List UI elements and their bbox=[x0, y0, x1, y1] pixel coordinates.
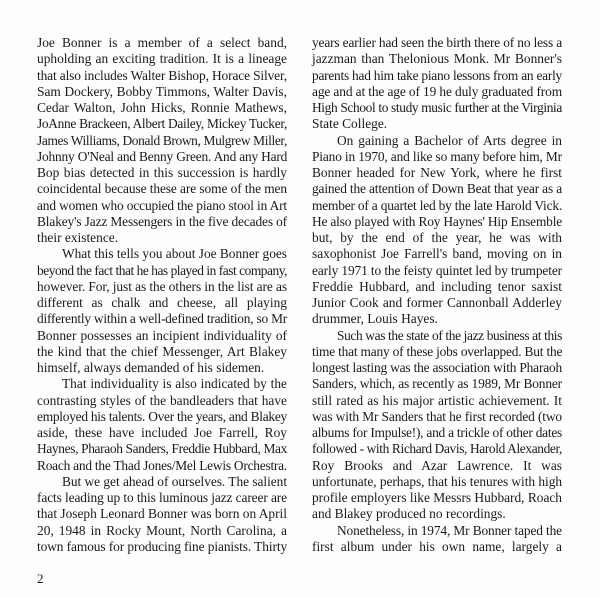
text-line: aside, these have included Joe Farrell, Roy bbox=[37, 425, 287, 440]
text-line: High School to study music further at the Virginia bbox=[312, 100, 562, 115]
text-line: drummer, Louis Hayes. bbox=[312, 311, 438, 327]
text-line: 20, 1948 in Rocky Mount, North Carolina, a bbox=[37, 522, 287, 538]
text-line: But we get ahead of ourselves. The salient bbox=[62, 473, 288, 489]
text-line: Johnny O'Neal and Benny Green. And any Hard bbox=[37, 148, 288, 164]
text-line: Roach and the Thad Jones/Mel Lewis Orchestra. bbox=[37, 457, 287, 473]
text-line: differently within a well-defined tradition, so Mr bbox=[37, 311, 287, 327]
text-line: and women who occupied the piano stool in Art bbox=[37, 197, 287, 213]
text-line: James Williams, Donald Brown, Mulgrew Miller, bbox=[37, 132, 287, 148]
text-line: that also includes Walter Bishop, Horace Silver, bbox=[37, 67, 287, 83]
text-line: Sanders, which, as recently as 1989, Mr Bonner bbox=[312, 376, 562, 392]
text-line: Junior Cook and former Cannonball Adderley bbox=[312, 295, 562, 310]
text-line: Joe Bonner is a member of a select band, bbox=[37, 35, 287, 50]
text-line: years earlier had seen the birth there of no less a bbox=[312, 35, 563, 50]
text-line: first album under his own name, largely a bbox=[312, 538, 562, 554]
text-line: Bonner possesses an incipient individuality of bbox=[37, 327, 287, 343]
text-line: contrasting styles of the bandleaders that have bbox=[37, 392, 287, 408]
text-line: unfortunate, perhaps, that his tenures with high bbox=[312, 473, 562, 489]
text-line: age and at the age of 19 he duly graduated from bbox=[312, 83, 562, 99]
text-line: profile employers like Messrs Hubbard, Roach bbox=[312, 490, 562, 505]
text-line: and Blakey produced no recordings. bbox=[312, 506, 506, 522]
text-line: On gaining a Bachelor of Arts degree in bbox=[337, 132, 562, 148]
text-line: different as chalk and cheese, all playing bbox=[37, 295, 287, 310]
text-line: Blakey's Jazz Messengers in the five decades of bbox=[37, 213, 287, 229]
text-line: employed his talents. Over the years, and Blakey bbox=[37, 408, 287, 424]
text-line: jazzman than Thelonious Monk. Mr Bonner's bbox=[312, 51, 562, 67]
text-line: however. For, just as the others in the list are as bbox=[37, 278, 288, 294]
text-line: JoAnne Brackeen, Albert Dailey, Mickey Tucker, bbox=[37, 116, 287, 132]
text-line: Nonetheless, in 1974, Mr Bonner taped the bbox=[337, 522, 562, 538]
right-column bbox=[312, 35, 562, 555]
text-line: parents had him take piano lessons from an early bbox=[312, 67, 562, 83]
text-line: followed - with Richard Davis, Harold Alexander, bbox=[312, 441, 562, 457]
text-line: member of a quartet led by the late Harold Vick. bbox=[312, 197, 562, 213]
text-line: Bonner headed for New York, where he first bbox=[312, 165, 562, 180]
text-line: longest lasting was the association with Pharaoh bbox=[312, 360, 562, 375]
text-line: but, by the end of the year, he was with bbox=[312, 230, 562, 245]
text-line: himself, always demanded of his sidemen. bbox=[37, 360, 265, 375]
text-line: Haynes, Pharaoh Sanders, Freddie Hubbard, Max bbox=[37, 441, 287, 457]
text-line: saxophonist Joe Farrell's band, moving on in bbox=[312, 246, 562, 262]
text-line: State College. bbox=[312, 116, 388, 132]
text-line: That individuality is also indicated by the bbox=[62, 376, 287, 392]
text-line: Bop bias detected in this succession is hardly bbox=[37, 165, 287, 180]
text-line: He also played with Roy Haynes' Hip Ensemble bbox=[312, 213, 562, 229]
left-column bbox=[37, 35, 287, 555]
text-line: still rated as his major artistic achievement. It bbox=[312, 392, 562, 408]
text-line: their existence. bbox=[37, 230, 119, 245]
text-line: Freddie Hubbard, and including tenor saxist bbox=[312, 278, 562, 294]
text-line: that Joseph Leonard Bonner was born on April bbox=[37, 506, 287, 522]
text-line: What this tells you about Joe Bonner goes bbox=[62, 246, 287, 262]
text-line: beyond the fact that he has played in fast company, bbox=[37, 262, 287, 278]
text-line: facts leading up to this luminous jazz career are bbox=[37, 490, 287, 505]
text-line: coincidental because these are some of the men bbox=[37, 181, 287, 197]
text-line: Such was the state of the jazz business at this bbox=[337, 327, 562, 343]
text-line: town famous for producing fine pianists. Thirty bbox=[37, 538, 288, 554]
text-line: the kind that the chief Messenger, Art Blakey bbox=[37, 343, 287, 359]
text-line: gained the attention of Down Beat that year as a bbox=[312, 181, 562, 197]
text-line: Roy Brooks and Azar Lawrence. It was bbox=[312, 457, 562, 473]
text-line: albums for Impulse!), and a trickle of other dates bbox=[312, 425, 562, 440]
text-line: was with Mr Sanders that he first recorded (two bbox=[312, 408, 562, 424]
text-line: upholding an exciting tradition. It is a lineage bbox=[37, 51, 287, 67]
text-line: Cedar Walton, John Hicks, Ronnie Mathews, bbox=[37, 100, 287, 115]
text-line: early 1971 to the feisty quintet led by trumpeter bbox=[312, 262, 562, 278]
text-line: Sam Dockery, Bobby Timmons, Walter Davis, bbox=[37, 83, 287, 99]
page-number: 2 bbox=[37, 571, 44, 586]
text-line: Piano in 1970, and like so many before him, Mr bbox=[312, 148, 562, 164]
text-line: time that many of these jobs overlapped. But the bbox=[312, 343, 563, 359]
